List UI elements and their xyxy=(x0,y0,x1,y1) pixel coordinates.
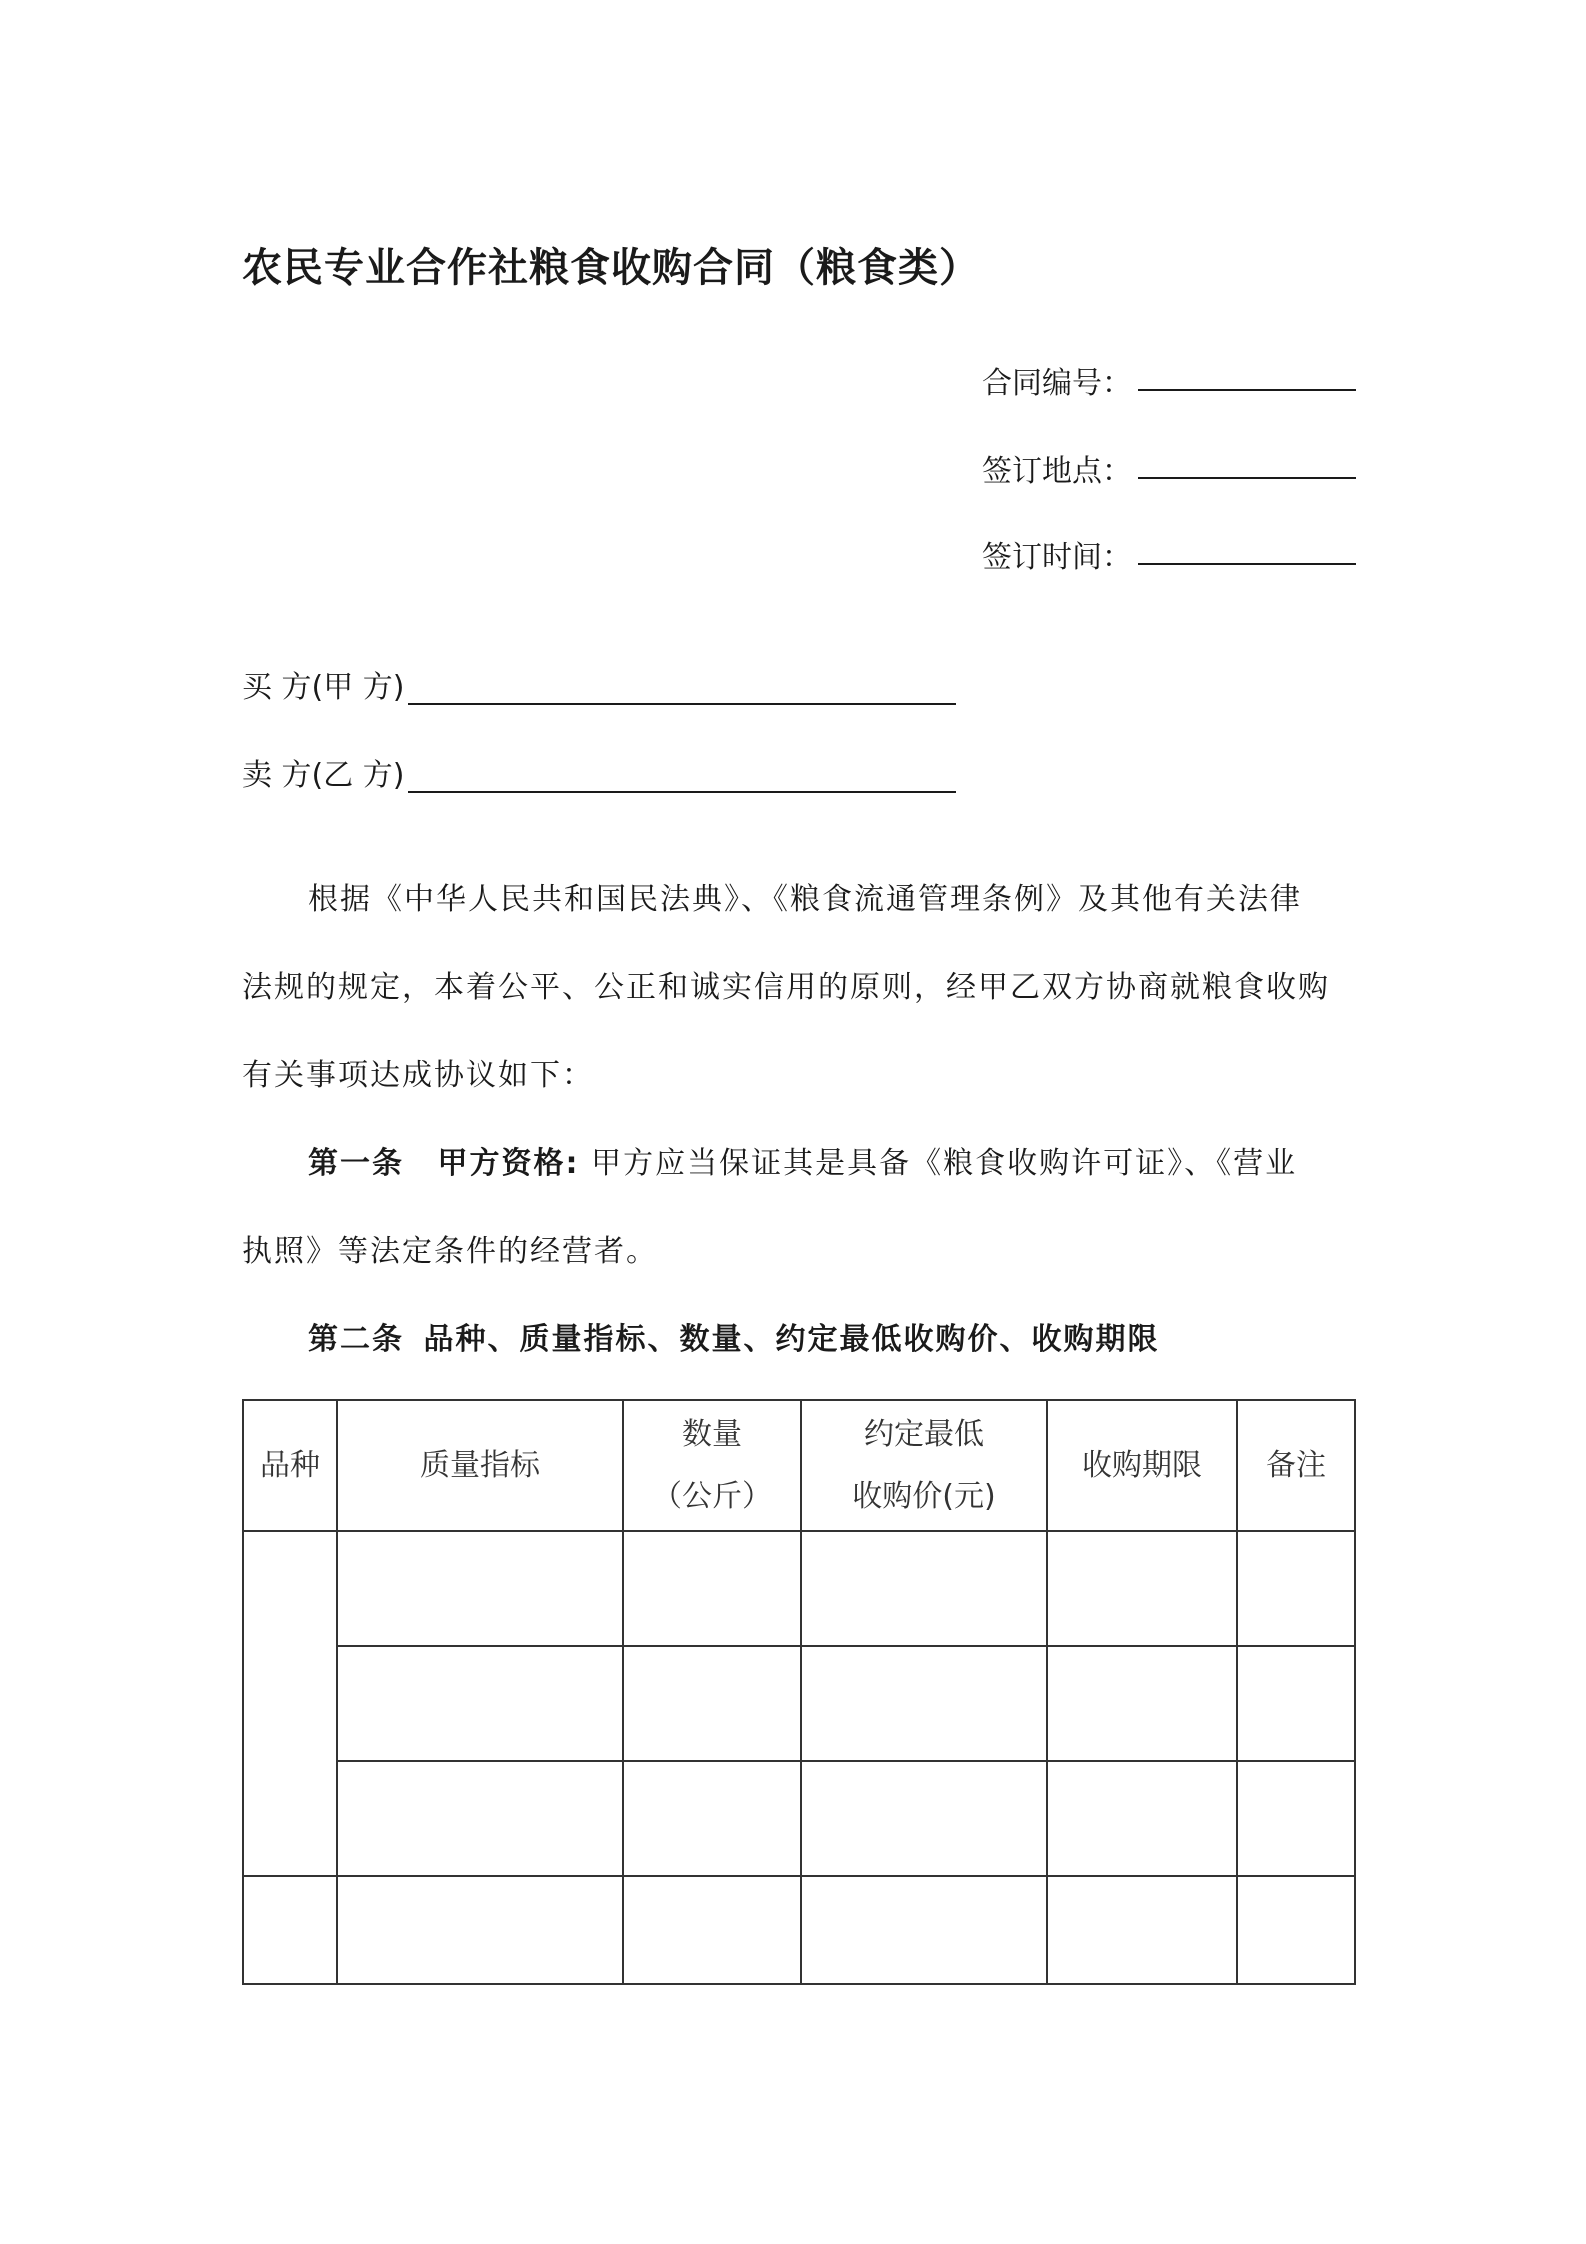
article-1-text-1: 甲方应当保证其是具备《粮食收购许可证》、《营业 xyxy=(591,1146,1298,1181)
document-title: 农民专业合作社粮食收购合同（粮食类） xyxy=(242,245,980,291)
table-cell[interactable] xyxy=(1237,1876,1355,1984)
table-row xyxy=(243,1761,1355,1876)
header-quantity xyxy=(623,1400,801,1531)
table-header-row xyxy=(243,1400,1355,1531)
article-1-heading: 第一条 xyxy=(308,1146,404,1181)
table-cell-variety-group[interactable] xyxy=(243,1531,337,1876)
table-cell[interactable] xyxy=(1237,1531,1355,1646)
header-quality: 质量指标 xyxy=(337,1400,623,1531)
contract-number-blank[interactable] xyxy=(1138,389,1356,391)
table-row xyxy=(243,1876,1355,1984)
sign-place-blank[interactable] xyxy=(1138,477,1356,479)
preamble-paragraph xyxy=(242,856,1352,1120)
seller-label: 卖 方(乙 方) xyxy=(242,758,405,793)
article-2-subject: 品种、质量指标、数量、约定最低收购价、收购期限 xyxy=(423,1322,1160,1357)
table-cell[interactable] xyxy=(1237,1761,1355,1876)
header-period: 收购期限 xyxy=(1047,1400,1237,1531)
sign-place-label: 签订地点： xyxy=(982,454,1132,489)
article-2 xyxy=(242,1296,1352,1384)
sign-time-blank[interactable] xyxy=(1138,563,1356,565)
table-cell[interactable] xyxy=(337,1761,623,1876)
preamble-line-1: 根据《中华人民共和国民法典》、《粮食流通管理条例》及其他有关法律 xyxy=(308,882,1302,917)
table-cell[interactable] xyxy=(623,1761,801,1876)
contract-number-label: 合同编号： xyxy=(982,366,1132,401)
header-remarks: 备注 xyxy=(1237,1400,1355,1531)
table-cell[interactable] xyxy=(623,1531,801,1646)
sign-time-row xyxy=(982,532,1356,576)
table-cell[interactable] xyxy=(801,1761,1047,1876)
buyer-label: 买 方(甲 方) xyxy=(242,670,405,705)
article-1-subject: 甲方资格: xyxy=(437,1146,580,1181)
header-variety: 品种 xyxy=(243,1400,337,1531)
table-cell[interactable] xyxy=(1047,1761,1237,1876)
table-cell[interactable] xyxy=(623,1876,801,1984)
table-cell[interactable] xyxy=(801,1531,1047,1646)
purchase-table xyxy=(242,1399,1356,1985)
table-cell[interactable] xyxy=(243,1876,337,1984)
contract-number-row xyxy=(982,358,1356,402)
article-2-line xyxy=(242,1296,1352,1384)
article-2-heading: 第二条 xyxy=(308,1322,404,1357)
sign-place-row xyxy=(982,446,1356,490)
seller-blank[interactable] xyxy=(408,791,956,793)
sign-time-label: 签订时间： xyxy=(982,540,1132,575)
header-quantity-line2: （公斤） xyxy=(652,1478,772,1514)
article-1 xyxy=(242,1120,1352,1296)
header-quantity-line1: 数量 xyxy=(682,1416,742,1452)
table-cell[interactable] xyxy=(801,1876,1047,1984)
table-cell[interactable] xyxy=(337,1531,623,1646)
table-row xyxy=(243,1646,1355,1761)
preamble-line-2: 法规的规定，本着公平、公正和诚实信用的原则，经甲乙双方协商就粮食收购 xyxy=(242,970,1330,1005)
article-1-text-2: 执照》等法定条件的经营者。 xyxy=(242,1234,658,1269)
header-price-line2: 收购价(元) xyxy=(852,1478,996,1514)
table-cell[interactable] xyxy=(337,1646,623,1761)
header-price-line1: 约定最低 xyxy=(864,1416,984,1452)
seller-row xyxy=(242,750,956,794)
header-price xyxy=(801,1400,1047,1531)
table-row xyxy=(243,1531,1355,1646)
table-cell[interactable] xyxy=(1047,1531,1237,1646)
table-cell[interactable] xyxy=(1047,1876,1237,1984)
article-1-line-1 xyxy=(242,1120,1352,1208)
table-cell[interactable] xyxy=(623,1646,801,1761)
buyer-row xyxy=(242,662,956,706)
table-cell[interactable] xyxy=(1237,1646,1355,1761)
preamble-line-3: 有关事项达成协议如下： xyxy=(242,1058,594,1093)
table-cell[interactable] xyxy=(1047,1646,1237,1761)
table-cell[interactable] xyxy=(337,1876,623,1984)
table-cell[interactable] xyxy=(801,1646,1047,1761)
buyer-blank[interactable] xyxy=(408,703,956,705)
